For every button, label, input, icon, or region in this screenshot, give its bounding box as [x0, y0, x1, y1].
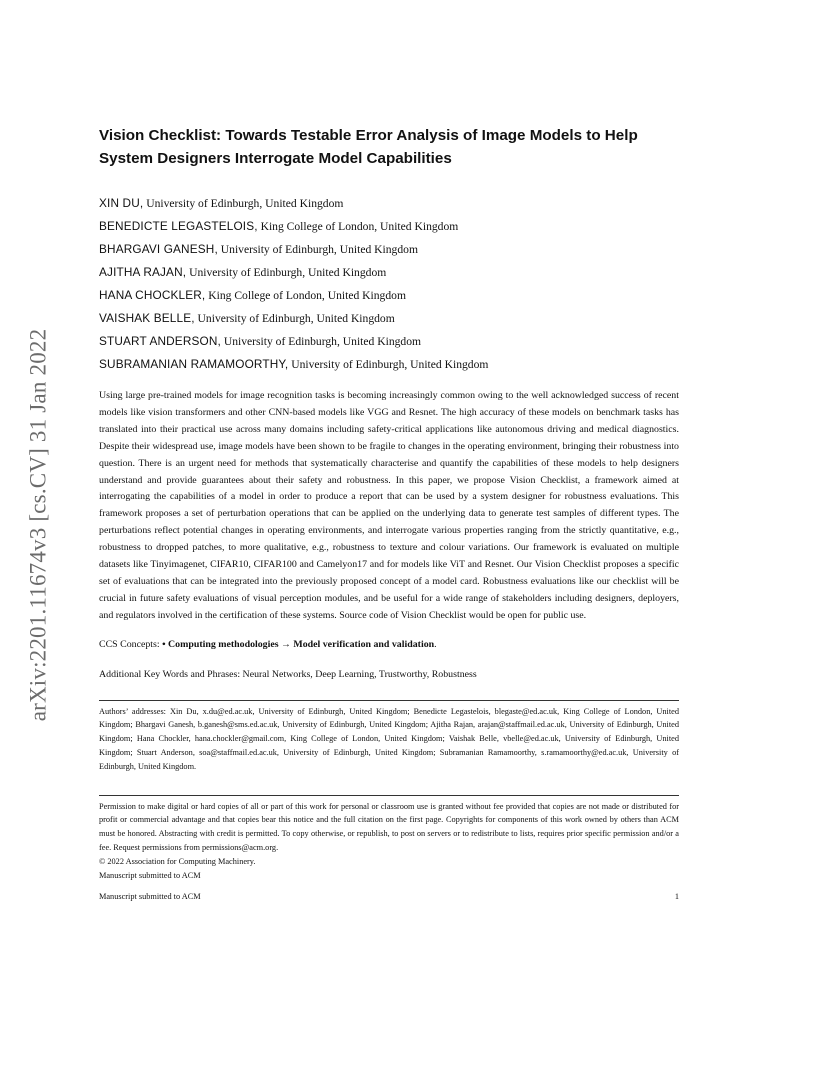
author-affiliation: King College of London, United Kingdom: [257, 220, 459, 233]
author-name: STUART ANDERSON,: [99, 334, 221, 348]
author-entry: [99, 261, 679, 284]
author-affiliation: University of Edinburgh, United Kingdom: [186, 266, 387, 279]
page-number: 1: [674, 892, 679, 901]
author-name: XIN DU,: [99, 196, 144, 210]
author-affiliation: University of Edinburgh, United Kingdom: [288, 358, 489, 371]
ccs-concepts-value: • Computing methodologies → Model verification and validation: [162, 638, 435, 650]
author-name: SUBRAMANIAN RAMAMOORTHY,: [99, 357, 289, 371]
author-affiliation: University of Edinburgh, United Kingdom: [220, 335, 422, 348]
permission-divider: [99, 795, 679, 796]
author-name: AJITHA RAJAN,: [99, 265, 187, 279]
author-name: BHARGAVI GANESH,: [99, 242, 218, 256]
ccs-label: CCS Concepts:: [99, 638, 163, 650]
author-affiliation: University of Edinburgh, United Kingdom: [194, 312, 395, 325]
paper-front-matter: [99, 124, 679, 882]
abstract: Using large pre-trained models for image recognition tasks is becoming increasingly common owing to the well acknowledged success of recent models like vision transformers and other CNN-based models like VGG and Resnet. The high accuracy of these models on benchmark tasks has translated into their practical use across many domains including safety-critical applications like autonomous driving and medical diagnostics. Despite their widespread use, image models have been shown to be fragile to changes in the operating environment, bringing their robustness into question. There is an urgent need for methods that systematically characterise and quantify the capabilities of these models to help designers understand and provide guarantees about their safety and robustness. In this paper, we propose Vision Checklist, a framework aimed at interrogating the capabilities of a model in order to produce a report that can be used by a system designer for robustness evaluations. This framework proposes a set of perturbation operations that can be applied on the underlying data to generate test samples of different types. The perturbations reflect potential changes in operating environments, and interrogate various properties ranging from the strictly quantitative, e.g., robustness to dropped patches, to more qualitative, e.g., robustness to texture and colour variations. Our framework is evaluated on multiple datasets like Tinyimagenet, CIFAR10, CIFAR100 and Camelyon17 and for models like ViT and Resnet. Our Vision Checklist proposes a specific set of evaluations that can be integrated into the previously proposed concept of a model card. Robustness evaluations like our checklist will be crucial in future safety evaluations of visual perception modules, and be useful for a wide range of stakeholders including designers, deployers, and regulators involved in the certification of these systems. Source code of Vision Checklist would be open for public use.: [99, 390, 679, 621]
author-entry: [99, 307, 679, 330]
footer-text: Manuscript submitted to ACM: [99, 892, 201, 901]
footnote-divider: [99, 700, 679, 701]
authors-addresses: Authors’ addresses: Xin Du, x.du@ed.ac.uk, University of Edinburgh, United Kingdom; Benedicte Legastelois, blegaste@ed.ac.uk, King College of London, United Kingdom; Bhargavi Ganesh, b.ganesh@sms.ed.ac.uk, University of Edinburgh, United Kingdom; Ajitha Rajan, arajan@staffmail.ed.ac.uk, University of Edinburgh, United Kingdom; Hana Chockler, hana.chockler@gmail.com, King College of London, United Kingdom; Vaishak Belle, vbelle@ed.ac.uk, University of Edinburgh, United Kingdom; Stuart Anderson, soa@staffmail.ed.ac.uk, University of Edinburgh, United Kingdom; Subramanian Ramamoorthy, s.ramamoorthy@ed.ac.uk, University of Edinburgh, United Kingdom.: [99, 706, 679, 771]
manuscript-note: Manuscript submitted to ACM: [99, 870, 201, 880]
author-name: BENEDICTE LEGASTELOIS,: [99, 219, 258, 233]
page-footer: [99, 891, 679, 903]
copyright-notice: © 2022 Association for Computing Machinery.: [99, 856, 256, 866]
ccs-end: .: [434, 638, 437, 650]
ccs-concepts: [99, 637, 679, 653]
author-name: VAISHAK BELLE,: [99, 311, 195, 325]
author-list: [99, 192, 679, 376]
arxiv-identifier: [20, 290, 56, 760]
keywords: Additional Key Words and Phrases: Neural Networks, Deep Learning, Trustworthy, Robustness: [99, 668, 477, 680]
author-affiliation: University of Edinburgh, United Kingdom: [143, 197, 344, 210]
author-entry: [99, 215, 679, 238]
author-affiliation: King College of London, United Kingdom: [205, 289, 406, 302]
author-name: HANA CHOCKLER,: [99, 288, 206, 302]
author-affiliation: University of Edinburgh, United Kingdom: [217, 243, 418, 256]
author-entry: [99, 330, 679, 353]
author-entry: [99, 192, 679, 215]
author-entry: [99, 284, 679, 307]
author-entry: [99, 353, 679, 376]
permission-notice: Permission to make digital or hard copies of all or part of this work for personal or classroom use is granted without fee provided that copies are not made or distributed for profit or commercial advantage and that copies bear this notice and the full citation on the first page. Copyrights for components of this work owned by others than ACM must be honored. Abstracting with credit is permitted. To copy otherwise, or republish, to post on servers or to redistribute to lists, requires prior specific permission and/or a fee. Request permissions from permissions@acm.org.: [99, 801, 679, 853]
arxiv-identifier-text: arXiv:2201.11674v3 [cs.CV] 31 Jan 2022: [25, 328, 50, 722]
author-entry: [99, 238, 679, 261]
paper-title: Vision Checklist: Towards Testable Error Analysis of Image Models to Help System Designers Interrogate Model Capabilities: [99, 127, 638, 167]
